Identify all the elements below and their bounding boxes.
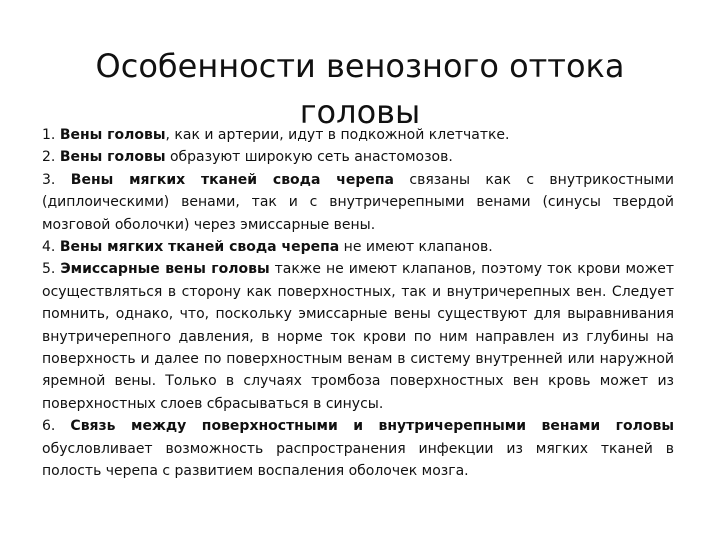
item-bold-term: Вены головы (59, 149, 166, 166)
title-line-1: Особенности венозного оттока (95, 47, 625, 86)
item-bold-term: Вены мягких тканей свода черепа (70, 171, 395, 188)
item-bold-term: Связь между поверхностными и внутричерепными венами головы (70, 418, 675, 435)
list-item-4 (42, 236, 674, 258)
item-number: 2. (42, 149, 56, 166)
list-item-6 (42, 415, 674, 482)
item-number: 3. (42, 171, 56, 188)
item-bold-term: Эмиссарные вены головы (60, 261, 270, 278)
item-number: 5. (42, 261, 56, 278)
page-title (60, 43, 660, 135)
content-list (42, 124, 674, 483)
item-text: также не имеют клапанов, поэтому ток крови может осуществляться в сторону как поверхностных, так и внутричерепных вен. Следует помнить, однако, что, поскольку эмиссарные вены существуют для выравнивания внутричерепного давления, в норме ток крови по ним направлен из глубины на поверхность и далее по поверхностным венам в систему внутренней или наружной яремной вены. Только в случаях тромбоза поверхностных вен кровь может из поверхностных слоев сбрасываться в синусы. (42, 261, 675, 412)
item-number: 4. (42, 239, 56, 256)
item-text: не имеют клапанов. (339, 239, 493, 256)
item-text: связаны как с внутрикостными (диплоическими) венами, так и с внутричерепными венами (синусы твердой мозговой оболочки) через эмиссарные вены. (42, 171, 675, 233)
list-item-5 (42, 258, 674, 415)
item-text: , как и артерии, идут в подкожной клетчатке. (165, 127, 510, 143)
list-item-3 (42, 169, 674, 236)
item-number: 1. (42, 127, 56, 143)
item-text: образуют широкую сеть анастомозов. (165, 149, 453, 166)
list-item-1 (42, 124, 674, 146)
item-bold-term: Вены мягких тканей свода черепа (59, 239, 340, 256)
item-text: обусловливает возможность распространения инфекции из мягких тканей в полость черепа с развитием воспаления оболочек мозга. (42, 440, 674, 480)
item-number: 6. (42, 418, 56, 435)
list-item-2 (42, 146, 674, 168)
item-bold-term: Вены головы (59, 127, 166, 143)
title-line-2: головы (299, 93, 421, 132)
